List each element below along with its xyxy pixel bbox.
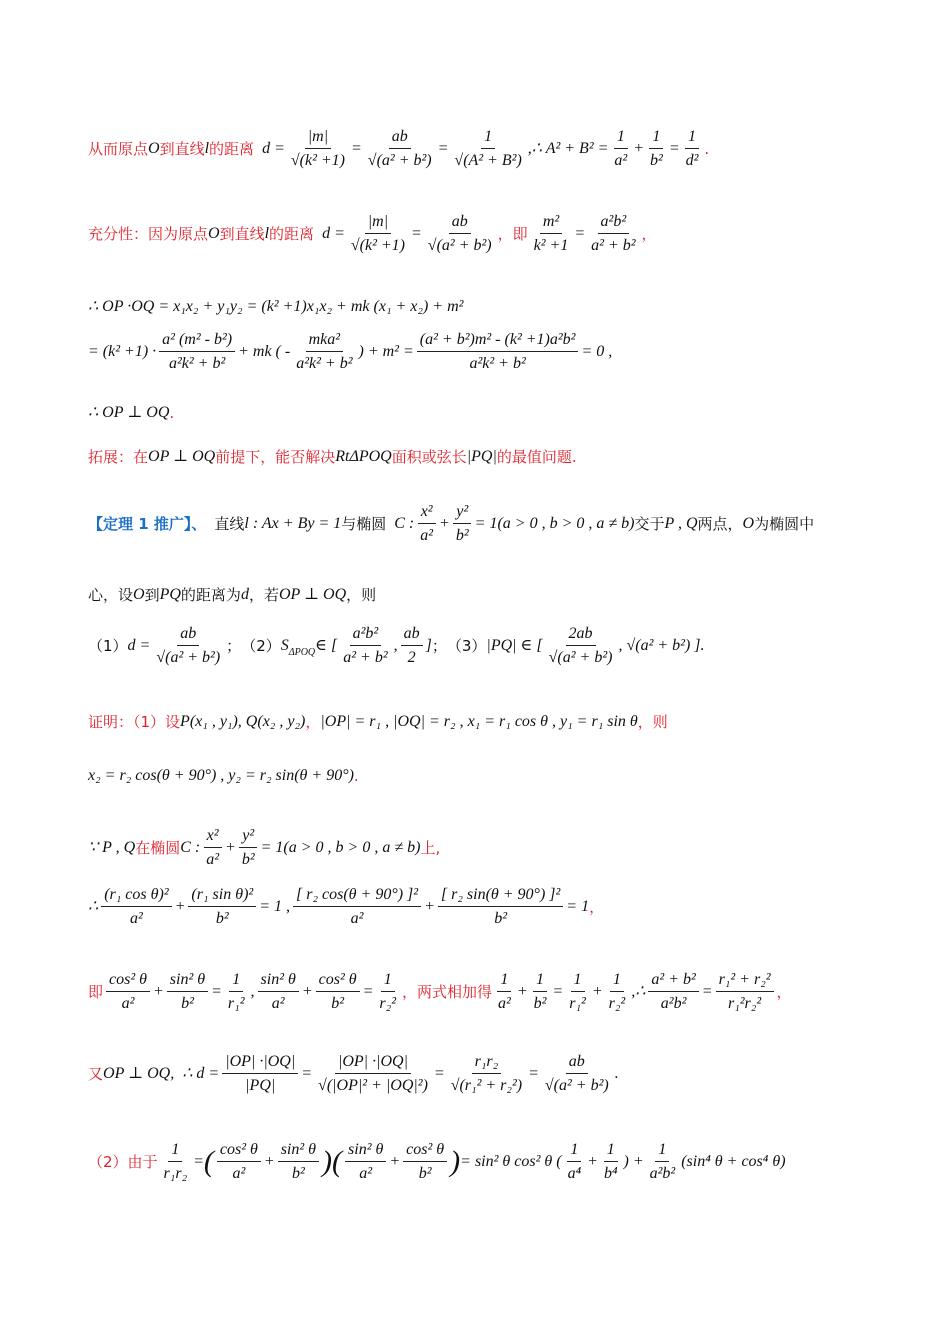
math: C : xyxy=(394,515,415,533)
fraction: $\frac{\text{x²}}{\text{a²}}$ xyxy=(417,502,436,545)
text: 的距离为 xyxy=(180,585,241,604)
text: 充分性：因为原点 xyxy=(88,224,209,243)
text: ； xyxy=(431,636,447,655)
text: 在椭圆 xyxy=(135,838,181,857)
fraction: $\frac{ab}{\text{√(a² + b²)}}$ xyxy=(427,213,492,255)
math: = 1(a > 0 , b > 0 , a ≠ b) xyxy=(260,839,421,857)
text: （1） xyxy=(88,636,128,655)
math: C : xyxy=(180,839,201,857)
math: ∴ xyxy=(88,898,99,916)
fraction: $\frac{1}{\text{b⁴}}$ xyxy=(603,1141,618,1183)
math: ( xyxy=(203,1144,214,1178)
math: ) + xyxy=(623,1153,644,1171)
text: 与椭圆 xyxy=(341,514,387,533)
line-distance-origin xyxy=(88,127,890,170)
line-distance-result xyxy=(88,1052,890,1095)
line-theorem-title xyxy=(88,502,890,545)
math: + xyxy=(439,515,450,533)
fraction: $\frac{\text{a² + b²}}{\text{a²b²}}$ xyxy=(648,970,698,1013)
math: x₂ = r₂ cos(θ + 90°) , y₂ = r₂ sin(θ + 90°) xyxy=(88,767,354,784)
math: = xyxy=(701,983,713,1001)
math: + xyxy=(587,1153,598,1171)
fraction: $\frac{1}{\text{b²}}$ xyxy=(650,128,663,170)
fraction: $\frac{1}{\text{r₂²}}$ xyxy=(608,971,626,1013)
math: . xyxy=(700,637,705,655)
fraction: $\frac{\text{(r₁ cos θ)²}}{\text{a²}}$ xyxy=(101,885,171,928)
fraction: $\frac{\text{a²b²}}{\text{a² + b²}}$ xyxy=(591,213,636,255)
fraction: $\frac{\text{cos² θ}}{\text{b²}}$ xyxy=(316,970,360,1013)
line-theorem-results xyxy=(88,624,890,667)
math: = xyxy=(433,1065,445,1083)
fraction: $\frac{\text{y²}}{\text{b²}}$ xyxy=(239,826,258,869)
math: + xyxy=(225,839,236,857)
fraction: $\frac{|m|}{\text{√(k² +1)}}$ xyxy=(290,128,345,170)
math: = 1(a > 0 , b > 0 , a ≠ b) xyxy=(474,515,635,533)
fraction: $\frac{\text{r₁r₂}}{\text{√(r₁² + r₂²)}}$ xyxy=(450,1053,523,1095)
line-extension-question xyxy=(88,447,890,466)
text: ，则 xyxy=(637,712,668,731)
text: . xyxy=(704,139,710,158)
math: = xyxy=(351,140,362,158)
fraction: $\frac{ab}{2}$ xyxy=(401,624,423,667)
text: （2） xyxy=(241,636,281,655)
math: + xyxy=(591,983,603,1001)
math: l : Ax + By = 1 xyxy=(244,515,342,533)
fraction: $\frac{\text{sin² θ}}{\text{a²}}$ xyxy=(258,970,299,1013)
text: ， xyxy=(641,224,657,243)
math: ] xyxy=(425,637,432,655)
math: + xyxy=(153,983,164,1001)
line-dot-product-expansion xyxy=(88,330,890,373)
text: 直线 xyxy=(214,514,245,533)
text: 到直线 xyxy=(219,224,265,243)
line-sufficiency xyxy=(88,212,890,255)
math: P(x₁ , y₁), Q(x₂ , y₂) xyxy=(180,713,306,730)
fraction: $\frac{|m|}{\text{√(k² +1)}}$ xyxy=(350,213,405,255)
math: = xyxy=(437,140,449,158)
text: （2）由于 xyxy=(88,1152,158,1171)
text: 证明：（1）设 xyxy=(88,712,181,731)
text: . xyxy=(353,766,359,785)
math: = xyxy=(528,1065,539,1083)
math: O xyxy=(133,586,145,603)
line-theorem-setup xyxy=(88,585,890,604)
math: |PQ| xyxy=(466,448,497,465)
text: . xyxy=(169,403,175,422)
math: = xyxy=(411,225,422,243)
fraction: $\frac{\text{sin² θ}}{\text{b²}}$ xyxy=(278,1140,319,1183)
fraction: $\frac{\text{cos² θ}}{\text{a²}}$ xyxy=(217,1140,261,1183)
line-dot-product xyxy=(88,297,890,316)
math: S xyxy=(280,637,289,655)
math: + xyxy=(301,983,313,1001)
math: = 1 , xyxy=(259,898,290,916)
fraction: $\frac{1}{\text{√(A² + B²)}}$ xyxy=(454,128,522,170)
math: = sin² θ cos² θ ( xyxy=(460,1153,562,1171)
fraction: $\frac{\text{sin² θ}}{\text{b²}}$ xyxy=(167,970,208,1013)
math: ∈ [ xyxy=(315,637,338,655)
fraction: $\frac{ab}{\text{√(a² + b²)}}$ xyxy=(156,625,221,667)
fraction: $\frac{ab}{\text{√(a² + b²)}}$ xyxy=(367,128,432,170)
text: ， xyxy=(776,982,792,1001)
theorem-title: 【定理 1 推广】、 xyxy=(88,514,207,533)
text: 又 xyxy=(88,1064,104,1083)
math: OP ⊥ OQ xyxy=(148,448,216,465)
text: （3） xyxy=(446,636,487,655)
math: , xyxy=(170,1065,175,1083)
fraction: $\frac{\text{cos² θ}}{\text{a²}}$ xyxy=(106,970,150,1013)
math: ∵ P , Q xyxy=(88,839,136,857)
text: 拓展：在 xyxy=(88,447,149,466)
math: = 0 , xyxy=(581,343,613,361)
text: 两点， xyxy=(697,514,743,533)
text: 的距离 xyxy=(269,224,315,243)
math: , xyxy=(393,637,398,655)
text: 为椭圆中 xyxy=(754,514,815,533)
fraction: $\frac{1}{\text{a⁴}}$ xyxy=(567,1141,582,1183)
math: = xyxy=(211,983,222,1001)
fraction: $\frac{1}{\text{r₁²}}$ xyxy=(569,971,586,1013)
fraction: $\frac{\text{a² (m² - b²)}}{\text{a²k² + b²}}$ xyxy=(159,330,235,373)
math: d = xyxy=(262,140,285,158)
fraction: $\frac{1}{\text{a²b²}}$ xyxy=(649,1141,676,1183)
fraction: $\frac{1}{\text{b²}}$ xyxy=(533,971,547,1013)
text: 即 xyxy=(88,982,104,1001)
math: = 1 xyxy=(566,898,590,916)
fraction: $\frac{1}{\text{d²}}$ xyxy=(685,128,699,170)
math: d = xyxy=(127,637,151,655)
line-substitution xyxy=(88,885,890,928)
math: = xyxy=(193,1153,204,1171)
text: 心，设 xyxy=(88,585,134,604)
math: RtΔPOQ xyxy=(335,448,392,465)
text: 到 xyxy=(144,585,160,604)
fraction: $\frac{1}{\text{r₁r₂}}$ xyxy=(163,1141,188,1183)
line-perpendicular-conclusion xyxy=(88,403,890,422)
math: ) + m² = xyxy=(358,343,414,361)
fraction: $\frac{\text{cos² θ}}{\text{b²}}$ xyxy=(403,1140,447,1183)
line-sum-of-equations: 即 $\frac{\text{cos² θ}}{\text{a²}}$ + $\frac{\text{sin² θ}}{\text{b²}}$ = $\frac{1}{\text{r₁²}}$ , $\frac{\text{sin² θ}}{\text{a²}}$ + $\frac{\text{cos² θ}}{\text{b²}}$ = $\frac{1}{\text{r₂²}}$ ，两式相加得 $\frac{1}{\text{a²}}$ + $\frac{1}{\text{b²}}$ = $\frac{1}{\text{r₁²}}$ + $\frac{1}{\text{r₂²}}$ ,∴ $\frac{\text{a² + b²}}{\text{a²b²}}$ = $\frac{\text{r₁² + r₂²}}{\text{r₁²r₂²}}$ ， xyxy=(88,971,792,1013)
fraction: $\frac{1}{\text{r₂²}}$ xyxy=(379,971,397,1013)
text: 交于 xyxy=(634,514,665,533)
fraction: $\frac{\text{(r₁ sin θ)²}}{\text{b²}}$ xyxy=(188,885,256,928)
math: + mk ( - xyxy=(238,343,291,361)
fraction: $\frac{\text{mka²}}{\text{a²k² + b²}}$ xyxy=(296,331,353,373)
math: d xyxy=(240,586,249,603)
math: + xyxy=(389,1153,401,1171)
text: 面积或弦长 xyxy=(391,447,467,466)
math: + xyxy=(633,140,645,158)
text: 上, xyxy=(420,838,441,857)
math: OP ⊥ OQ xyxy=(278,586,347,603)
math: O xyxy=(742,515,755,533)
math: |OP| = r₁ , |OQ| = r₂ , x₁ = r₁ cos θ , y₁ = r₁ sin θ xyxy=(320,713,638,730)
math: + xyxy=(263,1153,275,1171)
fraction: $\frac{|OP| \cdot|OQ|}{\text{√(|OP|² + |OQ|²)}}$ xyxy=(318,1053,428,1095)
math: + xyxy=(174,898,186,916)
math: ∴ OP ·OQ = x₁x₂ + y₁y₂ = (k² +1)x₁x₂ + mk (x₁ + x₂) + m² xyxy=(88,298,464,315)
fraction: $\frac{\text{y²}}{\text{b²}}$ xyxy=(453,502,472,545)
math: l xyxy=(204,140,210,158)
math: = (k² +1) · xyxy=(88,343,157,361)
math: + xyxy=(424,898,435,916)
math: ( xyxy=(332,1144,343,1178)
line-q-coordinates xyxy=(88,766,890,785)
math: = xyxy=(552,983,564,1001)
math: P , Q xyxy=(664,515,698,533)
math: PQ xyxy=(159,586,181,603)
math: d = xyxy=(322,225,345,243)
math: . xyxy=(614,1065,619,1083)
fraction: $\frac{1}{\text{a²}}$ xyxy=(498,971,511,1013)
math: ) xyxy=(322,1144,333,1178)
math: ,∴ A² + B² = xyxy=(527,140,609,158)
line-points-on-ellipse xyxy=(88,826,890,869)
fraction: $\frac{\text{r₁² + r₂²}}{\text{r₁²r₂²}}$ xyxy=(716,970,774,1013)
text: ，若 xyxy=(248,585,279,604)
math: ΔPOQ xyxy=(288,647,316,659)
line-part2-start xyxy=(88,1140,890,1183)
fraction: $\frac{1}{\text{r₁²}}$ xyxy=(227,971,245,1013)
fraction: $\frac{2ab}{\text{√(a² + b²)}}$ xyxy=(548,625,613,667)
math: = xyxy=(301,1065,313,1083)
text: 前提下，能否解决 xyxy=(215,447,336,466)
line-proof-start xyxy=(88,712,890,731)
text: ； xyxy=(226,636,242,655)
text: ， xyxy=(589,897,605,916)
fraction: $\frac{\text{(a² + b²)m² - (k² +1)a²b²}}{\text{a²k² + b²}}$ xyxy=(417,330,579,373)
math: ∴ d = xyxy=(182,1065,220,1083)
math: (sin⁴ θ + cos⁴ θ) xyxy=(681,1153,786,1171)
text: 从而原点 xyxy=(88,139,149,158)
fraction: $\frac{1}{\text{a²}}$ xyxy=(614,128,628,170)
math: ∴ OP ⊥ OQ xyxy=(88,404,170,421)
text: ，即 xyxy=(497,224,528,243)
text: ， xyxy=(305,712,321,731)
math: + xyxy=(516,983,528,1001)
math: O xyxy=(208,225,220,243)
fraction: $\frac{\text{x²}}{\text{a²}}$ xyxy=(203,826,222,869)
math: O xyxy=(148,140,160,158)
text: 到直线 xyxy=(159,139,205,158)
math: |PQ| ∈ [ xyxy=(486,637,543,655)
fraction: $\frac{\text{a²b²}}{\text{a² + b²}}$ xyxy=(343,625,388,667)
math: , √(a² + b²) ] xyxy=(618,637,701,655)
math: OP ⊥ OQ xyxy=(103,1065,171,1083)
fraction: $\frac{\text{sin² θ}}{\text{a²}}$ xyxy=(345,1140,386,1183)
math: ) xyxy=(450,1144,461,1178)
fraction: $\frac{\text{m²}}{\text{k² +1}}$ xyxy=(533,213,569,255)
text: ，则 xyxy=(346,585,377,604)
math: = xyxy=(668,140,680,158)
text: ，两式相加得 xyxy=(402,982,493,1001)
math: l xyxy=(264,225,270,243)
text: 的距离 xyxy=(209,139,255,158)
math: = xyxy=(362,983,374,1001)
math: = xyxy=(574,225,586,243)
fraction: $\frac{|OP| \cdot|OQ|}{|PQ|}$ xyxy=(222,1052,298,1095)
math: ,∴ xyxy=(631,983,646,1001)
fraction: $\frac{\text{[ r₂ cos(θ + 90°) ]²}}{\text{a²}}$ xyxy=(293,885,421,928)
text: 的最值问题. xyxy=(496,447,577,466)
fraction: $\frac{ab}{\text{√(a² + b²)}}$ xyxy=(544,1053,609,1095)
fraction: $\frac{\text{[ r₂ sin(θ + 90°) ]²}}{\text{b²}}$ xyxy=(438,885,563,928)
